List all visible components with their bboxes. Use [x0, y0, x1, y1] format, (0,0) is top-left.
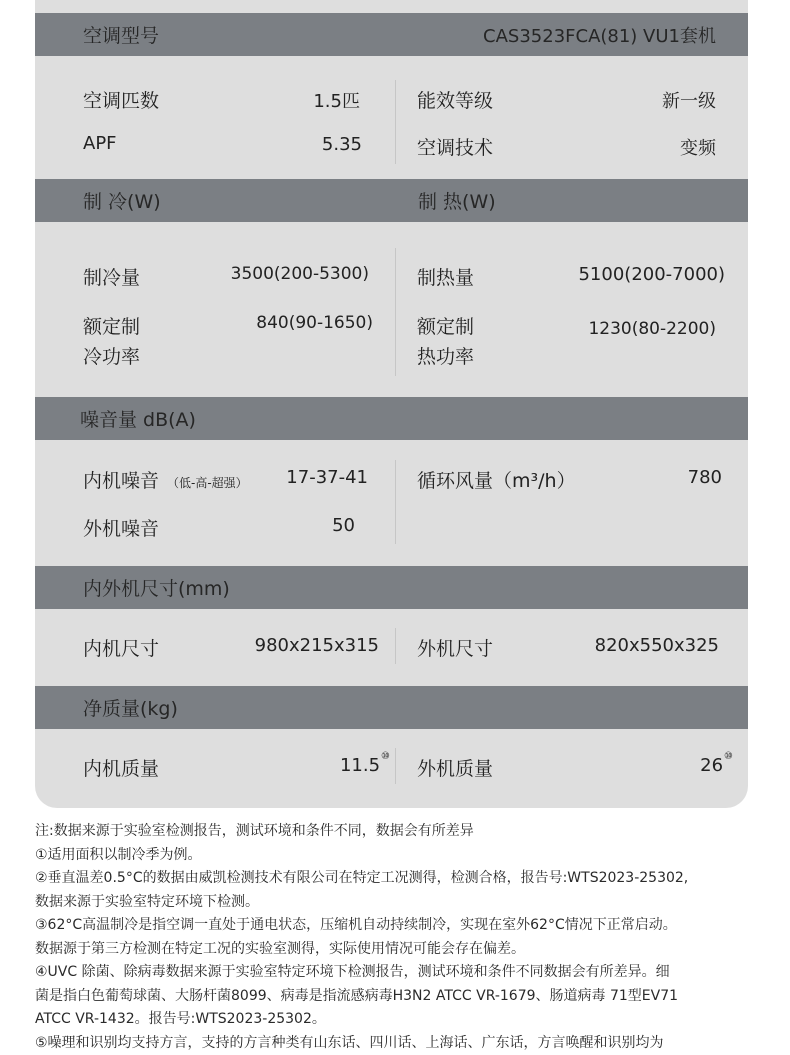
indoor-noise-label: [83, 466, 248, 493]
column-divider: [395, 628, 396, 664]
indoor-noise-value: 17-37-41: [286, 467, 368, 488]
cooling-capacity-label: 制冷量: [83, 263, 140, 290]
energy-grade-value: 新一级: [662, 87, 716, 113]
note-line: 注:数据来源于实验室检测报告，测试环境和条件不同，数据会有所差异: [35, 820, 755, 844]
footnotes: [35, 820, 755, 1055]
airflow-label: 循环风量（m³/h）: [417, 466, 576, 493]
indoor-weight-label: 内机质量: [83, 754, 159, 781]
heating-capacity-label: 制热量: [417, 263, 474, 290]
indoor-weight-footnote: ⑩: [381, 751, 390, 762]
cool-heat-header: [35, 179, 748, 222]
outdoor-weight-number: 26: [700, 755, 723, 776]
size-header-label: 内外机尺寸(mm): [83, 574, 230, 601]
model-row: [35, 13, 748, 56]
airflow-value: 780: [688, 467, 722, 488]
noise-header: [35, 397, 748, 440]
apf-label: APF: [83, 133, 117, 154]
outdoor-size-label: 外机尺寸: [417, 634, 493, 661]
note-line: ATCC VR-1432。报告号:WTS2023-25302。: [35, 1008, 755, 1032]
indoor-weight-number: 11.5: [340, 755, 380, 776]
note-line: 数据源于第三方检测在特定工况的实验室测得，实际使用情况可能会存在偏差。: [35, 938, 755, 962]
weight-header-label: 净质量(kg): [83, 694, 178, 721]
outdoor-weight-value: [700, 755, 733, 776]
indoor-weight-value: [340, 755, 390, 776]
noise-header-label: 噪音量 dB(A): [80, 405, 196, 432]
outdoor-size-value: 820x550x325: [595, 635, 719, 656]
outdoor-noise-value: 50: [332, 515, 355, 536]
model-value: CAS3523FCA(81) VU1套机: [483, 22, 716, 48]
heating-power-value: 1230(80-2200): [588, 319, 716, 339]
cooling-header: 制 冷(W): [83, 187, 161, 214]
column-divider: [395, 80, 396, 164]
indoor-size-value: 980x215x315: [255, 635, 379, 656]
note-line: ④UVC 除菌、除病毒数据来源于实验室特定环境下检测报告，测试环境和条件不同数据会有所差异。细: [35, 961, 755, 985]
note-line: ③62°C高温制冷是指空调一直处于通电状态，压缩机自动持续制冷，实现在室外62°C情况下正常启动。: [35, 914, 755, 938]
hp-label: 空调匹数: [83, 86, 159, 113]
column-divider: [395, 460, 396, 544]
indoor-noise-note: （低-高-超强）: [167, 476, 248, 490]
column-divider: [395, 248, 396, 376]
cooling-power-label-1: 额定制: [83, 312, 140, 339]
note-line: ①适用面积以制冷季为例。: [35, 844, 755, 868]
indoor-size-label: 内机尺寸: [83, 634, 159, 661]
apf-value: 5.35: [322, 134, 362, 155]
heating-capacity-value: 5100(200-7000): [578, 264, 725, 285]
note-line: ⑤噪理和识别均支持方言，支持的方言种类有山东话、四川话、上海话、广东话，方言唤醒和识别均为: [35, 1032, 755, 1055]
note-line: 菌是指白色葡萄球菌、大肠杆菌8099、病毒是指流感病毒H3N2 ATCC VR-1679、肠道病毒 71型EV71: [35, 985, 755, 1009]
heating-power-label-1: 额定制: [417, 312, 474, 339]
column-divider: [395, 748, 396, 784]
note-line: 数据来源于实验室特定环境下检测。: [35, 891, 755, 915]
hp-value: 1.5匹: [313, 87, 360, 113]
weight-header: [35, 686, 748, 729]
model-label: 空调型号: [83, 21, 159, 48]
heating-header: 制 热(W): [418, 187, 496, 214]
cooling-power-label-2: 冷功率: [83, 342, 140, 369]
outdoor-weight-label: 外机质量: [417, 754, 493, 781]
note-line: ②垂直温差0.5°C的数据由威凯检测技术有限公司在特定工况测得，检测合格，报告号:WTS2023-25302,: [35, 867, 755, 891]
outdoor-noise-label: 外机噪音: [83, 514, 159, 541]
energy-grade-label: 能效等级: [417, 86, 493, 113]
cooling-capacity-value: 3500(200-5300): [231, 264, 369, 284]
ac-tech-label: 空调技术: [417, 133, 493, 160]
cooling-power-value: 840(90-1650): [256, 313, 373, 333]
size-header: [35, 566, 748, 609]
indoor-noise-label-text: 内机噪音: [83, 470, 159, 492]
ac-tech-value: 变频: [680, 134, 716, 160]
heating-power-label-2: 热功率: [417, 342, 474, 369]
outdoor-weight-footnote: ⑩: [724, 751, 733, 762]
